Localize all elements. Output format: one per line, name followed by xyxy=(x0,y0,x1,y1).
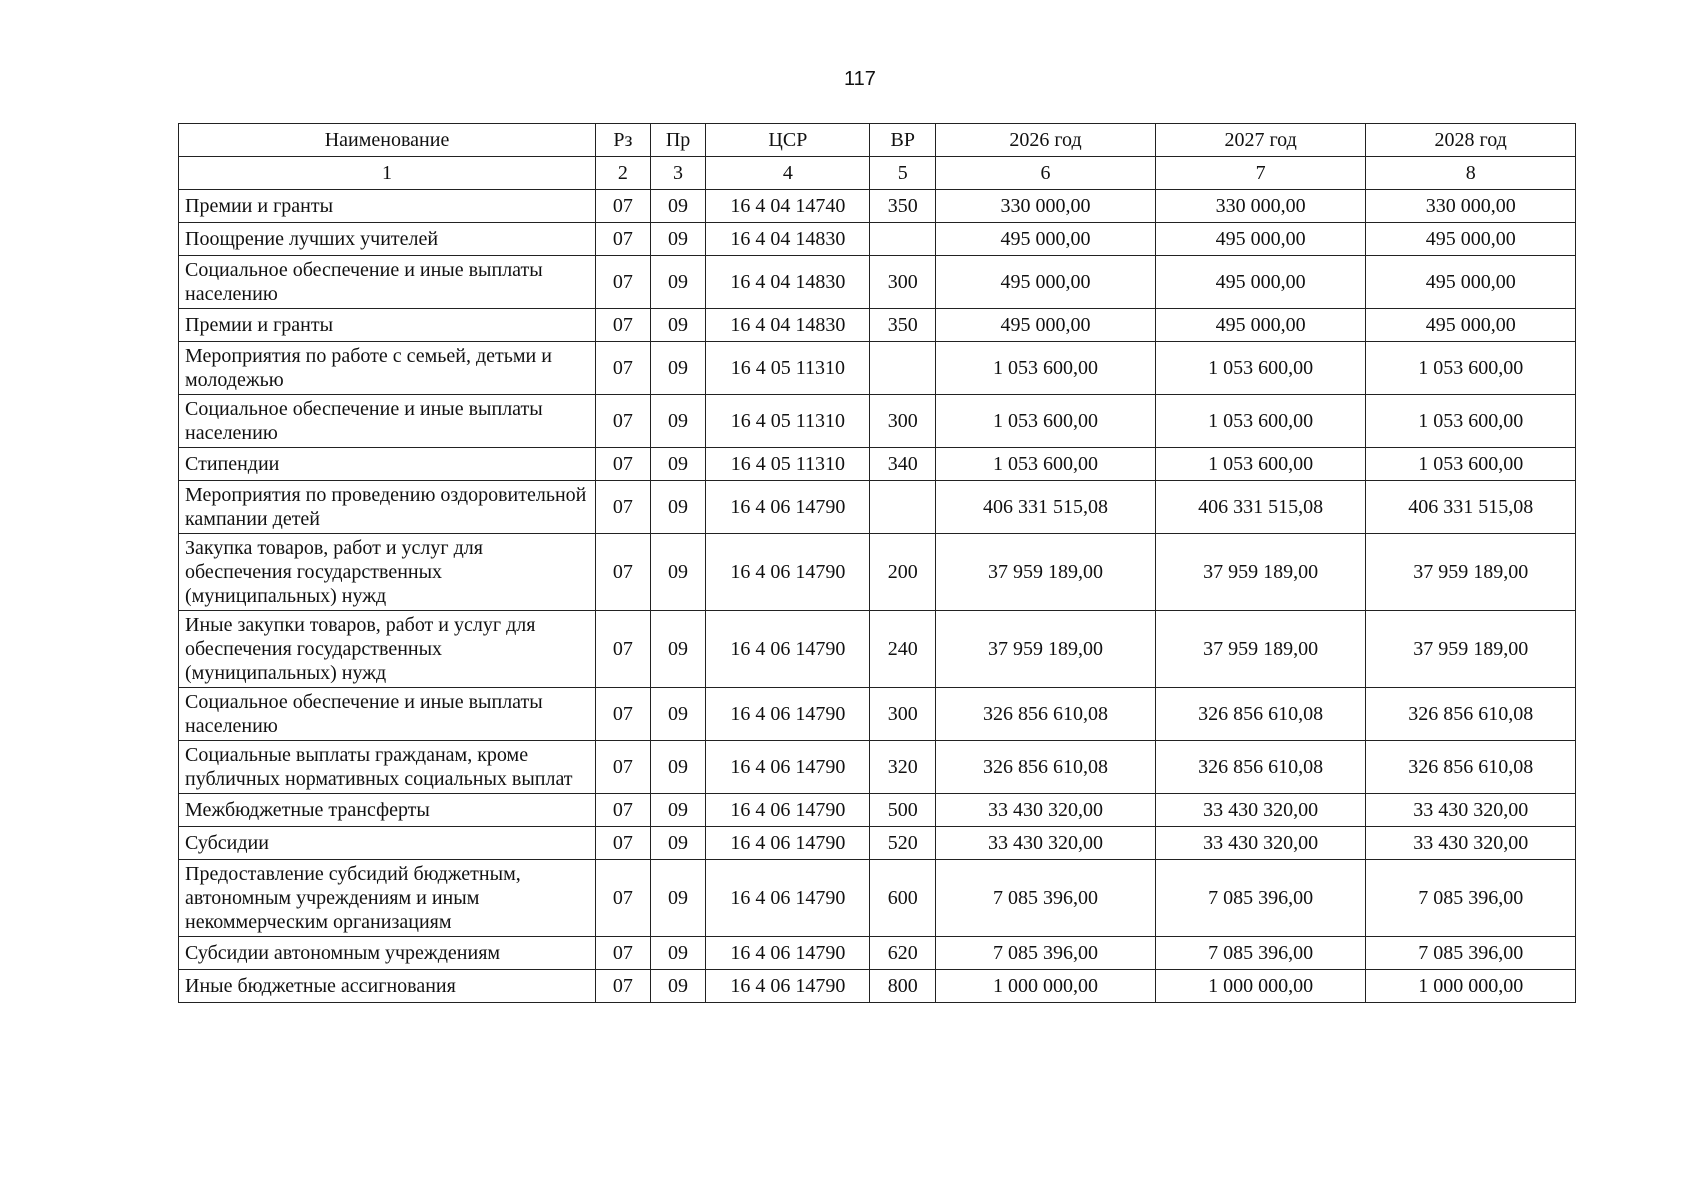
table-row xyxy=(179,190,1576,223)
cell-csr: 16 4 05 11310 xyxy=(706,342,870,395)
column-number: 1 xyxy=(179,157,596,190)
cell-2028: 330 000,00 xyxy=(1366,190,1576,223)
cell-rz: 07 xyxy=(596,611,651,688)
cell-2027: 495 000,00 xyxy=(1155,256,1366,309)
cell-vr: 340 xyxy=(870,448,936,481)
cell-2026: 326 856 610,08 xyxy=(936,688,1156,741)
cell-name: Премии и гранты xyxy=(179,309,596,342)
cell-2028: 33 430 320,00 xyxy=(1366,794,1576,827)
cell-csr: 16 4 06 14790 xyxy=(706,794,870,827)
cell-name: Премии и гранты xyxy=(179,190,596,223)
cell-2028: 495 000,00 xyxy=(1366,223,1576,256)
cell-rz: 07 xyxy=(596,395,651,448)
cell-csr: 16 4 04 14740 xyxy=(706,190,870,223)
table-row xyxy=(179,970,1576,1003)
cell-2026: 495 000,00 xyxy=(936,309,1156,342)
cell-2026: 33 430 320,00 xyxy=(936,794,1156,827)
cell-pr: 09 xyxy=(650,937,706,970)
header-rz: Рз xyxy=(596,124,651,157)
cell-vr: 300 xyxy=(870,395,936,448)
cell-csr: 16 4 06 14790 xyxy=(706,534,870,611)
cell-2027: 326 856 610,08 xyxy=(1155,688,1366,741)
table-row xyxy=(179,481,1576,534)
cell-csr: 16 4 04 14830 xyxy=(706,223,870,256)
cell-2028: 495 000,00 xyxy=(1366,256,1576,309)
cell-csr: 16 4 04 14830 xyxy=(706,256,870,309)
cell-2027: 7 085 396,00 xyxy=(1155,937,1366,970)
cell-2027: 330 000,00 xyxy=(1155,190,1366,223)
cell-2026: 1 053 600,00 xyxy=(936,342,1156,395)
cell-vr: 320 xyxy=(870,741,936,794)
header-csr: ЦСР xyxy=(706,124,870,157)
cell-2027: 37 959 189,00 xyxy=(1155,611,1366,688)
cell-vr: 600 xyxy=(870,860,936,937)
cell-2027: 37 959 189,00 xyxy=(1155,534,1366,611)
cell-vr: 500 xyxy=(870,794,936,827)
cell-2028: 37 959 189,00 xyxy=(1366,534,1576,611)
cell-2027: 7 085 396,00 xyxy=(1155,860,1366,937)
cell-name: Иные закупки товаров, работ и услуг для обеспечения государственных (муниципальных) нужд xyxy=(179,611,596,688)
cell-2028: 1 000 000,00 xyxy=(1366,970,1576,1003)
cell-2026: 33 430 320,00 xyxy=(936,827,1156,860)
cell-name: Социальное обеспечение и иные выплаты населению xyxy=(179,688,596,741)
budget-table xyxy=(178,123,1576,1003)
cell-name: Межбюджетные трансферты xyxy=(179,794,596,827)
column-number: 4 xyxy=(706,157,870,190)
table-row xyxy=(179,688,1576,741)
cell-rz: 07 xyxy=(596,741,651,794)
cell-vr: 200 xyxy=(870,534,936,611)
cell-pr: 09 xyxy=(650,794,706,827)
cell-name: Поощрение лучших учителей xyxy=(179,223,596,256)
column-number-row xyxy=(179,157,1576,190)
table-row xyxy=(179,395,1576,448)
page-number: 117 xyxy=(844,68,876,90)
cell-2028: 7 085 396,00 xyxy=(1366,937,1576,970)
cell-2027: 1 053 600,00 xyxy=(1155,342,1366,395)
cell-2027: 1 053 600,00 xyxy=(1155,448,1366,481)
cell-name: Социальное обеспечение и иные выплаты населению xyxy=(179,395,596,448)
table-row xyxy=(179,309,1576,342)
table-row xyxy=(179,223,1576,256)
cell-2026: 37 959 189,00 xyxy=(936,611,1156,688)
cell-rz: 07 xyxy=(596,827,651,860)
cell-2028: 495 000,00 xyxy=(1366,309,1576,342)
cell-pr: 09 xyxy=(650,342,706,395)
cell-rz: 07 xyxy=(596,448,651,481)
cell-vr: 240 xyxy=(870,611,936,688)
cell-name: Субсидии автономным учреждениям xyxy=(179,937,596,970)
cell-2028: 326 856 610,08 xyxy=(1366,688,1576,741)
cell-2028: 37 959 189,00 xyxy=(1366,611,1576,688)
cell-2026: 37 959 189,00 xyxy=(936,534,1156,611)
cell-pr: 09 xyxy=(650,223,706,256)
cell-rz: 07 xyxy=(596,970,651,1003)
cell-2027: 1 053 600,00 xyxy=(1155,395,1366,448)
cell-name: Мероприятия по проведению оздоровительной кампании детей xyxy=(179,481,596,534)
cell-csr: 16 4 06 14790 xyxy=(706,937,870,970)
cell-rz: 07 xyxy=(596,309,651,342)
cell-2027: 406 331 515,08 xyxy=(1155,481,1366,534)
cell-pr: 09 xyxy=(650,827,706,860)
cell-2028: 1 053 600,00 xyxy=(1366,342,1576,395)
cell-vr: 620 xyxy=(870,937,936,970)
cell-csr: 16 4 06 14790 xyxy=(706,970,870,1003)
cell-vr: 800 xyxy=(870,970,936,1003)
cell-vr xyxy=(870,481,936,534)
cell-pr: 09 xyxy=(650,256,706,309)
cell-2028: 406 331 515,08 xyxy=(1366,481,1576,534)
column-number: 2 xyxy=(596,157,651,190)
cell-vr: 300 xyxy=(870,256,936,309)
cell-rz: 07 xyxy=(596,860,651,937)
cell-pr: 09 xyxy=(650,688,706,741)
cell-csr: 16 4 06 14790 xyxy=(706,827,870,860)
table-row xyxy=(179,256,1576,309)
cell-2026: 406 331 515,08 xyxy=(936,481,1156,534)
cell-pr: 09 xyxy=(650,395,706,448)
cell-2026: 330 000,00 xyxy=(936,190,1156,223)
cell-2028: 326 856 610,08 xyxy=(1366,741,1576,794)
cell-name: Иные бюджетные ассигнования xyxy=(179,970,596,1003)
cell-pr: 09 xyxy=(650,970,706,1003)
cell-csr: 16 4 06 14790 xyxy=(706,688,870,741)
cell-2028: 33 430 320,00 xyxy=(1366,827,1576,860)
cell-csr: 16 4 06 14790 xyxy=(706,860,870,937)
table-row xyxy=(179,827,1576,860)
header-2028: 2028 год xyxy=(1366,124,1576,157)
cell-name: Социальные выплаты гражданам, кроме публичных нормативных социальных выплат xyxy=(179,741,596,794)
cell-vr: 520 xyxy=(870,827,936,860)
cell-name: Социальное обеспечение и иные выплаты населению xyxy=(179,256,596,309)
cell-csr: 16 4 06 14790 xyxy=(706,481,870,534)
cell-2027: 1 000 000,00 xyxy=(1155,970,1366,1003)
cell-2026: 7 085 396,00 xyxy=(936,860,1156,937)
cell-rz: 07 xyxy=(596,342,651,395)
cell-rz: 07 xyxy=(596,481,651,534)
cell-2027: 33 430 320,00 xyxy=(1155,827,1366,860)
cell-pr: 09 xyxy=(650,309,706,342)
cell-pr: 09 xyxy=(650,534,706,611)
column-number: 3 xyxy=(650,157,706,190)
table-row xyxy=(179,342,1576,395)
cell-csr: 16 4 06 14790 xyxy=(706,611,870,688)
cell-2026: 1 053 600,00 xyxy=(936,395,1156,448)
cell-2028: 7 085 396,00 xyxy=(1366,860,1576,937)
cell-name: Закупка товаров, работ и услуг для обеспечения государственных (муниципальных) нужд xyxy=(179,534,596,611)
cell-rz: 07 xyxy=(596,688,651,741)
header-row xyxy=(179,124,1576,157)
cell-2028: 1 053 600,00 xyxy=(1366,448,1576,481)
cell-2026: 1 000 000,00 xyxy=(936,970,1156,1003)
table-row xyxy=(179,534,1576,611)
header-name: Наименование xyxy=(179,124,596,157)
cell-2027: 495 000,00 xyxy=(1155,223,1366,256)
cell-pr: 09 xyxy=(650,741,706,794)
cell-pr: 09 xyxy=(650,448,706,481)
table-row xyxy=(179,860,1576,937)
cell-vr: 350 xyxy=(870,190,936,223)
cell-name: Мероприятия по работе с семьей, детьми и молодежью xyxy=(179,342,596,395)
column-number: 5 xyxy=(870,157,936,190)
table-row xyxy=(179,448,1576,481)
column-number: 8 xyxy=(1366,157,1576,190)
cell-vr xyxy=(870,223,936,256)
cell-vr: 350 xyxy=(870,309,936,342)
header-2026: 2026 год xyxy=(936,124,1156,157)
header-pr: Пр xyxy=(650,124,706,157)
cell-csr: 16 4 05 11310 xyxy=(706,448,870,481)
cell-pr: 09 xyxy=(650,190,706,223)
cell-rz: 07 xyxy=(596,534,651,611)
cell-pr: 09 xyxy=(650,481,706,534)
cell-csr: 16 4 04 14830 xyxy=(706,309,870,342)
cell-2027: 495 000,00 xyxy=(1155,309,1366,342)
cell-2028: 1 053 600,00 xyxy=(1366,395,1576,448)
cell-2027: 33 430 320,00 xyxy=(1155,794,1366,827)
table-body xyxy=(179,190,1576,1003)
cell-name: Предоставление субсидий бюджетным, автономным учреждениям и иным некоммерческим организациям xyxy=(179,860,596,937)
header-2027: 2027 год xyxy=(1155,124,1366,157)
cell-rz: 07 xyxy=(596,256,651,309)
cell-csr: 16 4 06 14790 xyxy=(706,741,870,794)
cell-pr: 09 xyxy=(650,860,706,937)
table-row xyxy=(179,794,1576,827)
cell-rz: 07 xyxy=(596,223,651,256)
cell-2026: 495 000,00 xyxy=(936,223,1156,256)
cell-2027: 326 856 610,08 xyxy=(1155,741,1366,794)
cell-rz: 07 xyxy=(596,937,651,970)
cell-name: Субсидии xyxy=(179,827,596,860)
table-row xyxy=(179,741,1576,794)
header-vr: ВР xyxy=(870,124,936,157)
cell-rz: 07 xyxy=(596,190,651,223)
cell-vr: 300 xyxy=(870,688,936,741)
cell-2026: 326 856 610,08 xyxy=(936,741,1156,794)
column-number: 7 xyxy=(1155,157,1366,190)
cell-vr xyxy=(870,342,936,395)
cell-pr: 09 xyxy=(650,611,706,688)
table-row xyxy=(179,937,1576,970)
cell-name: Стипендии xyxy=(179,448,596,481)
cell-2026: 7 085 396,00 xyxy=(936,937,1156,970)
cell-2026: 1 053 600,00 xyxy=(936,448,1156,481)
cell-rz: 07 xyxy=(596,794,651,827)
table-row xyxy=(179,611,1576,688)
column-number: 6 xyxy=(936,157,1156,190)
cell-2026: 495 000,00 xyxy=(936,256,1156,309)
cell-csr: 16 4 05 11310 xyxy=(706,395,870,448)
